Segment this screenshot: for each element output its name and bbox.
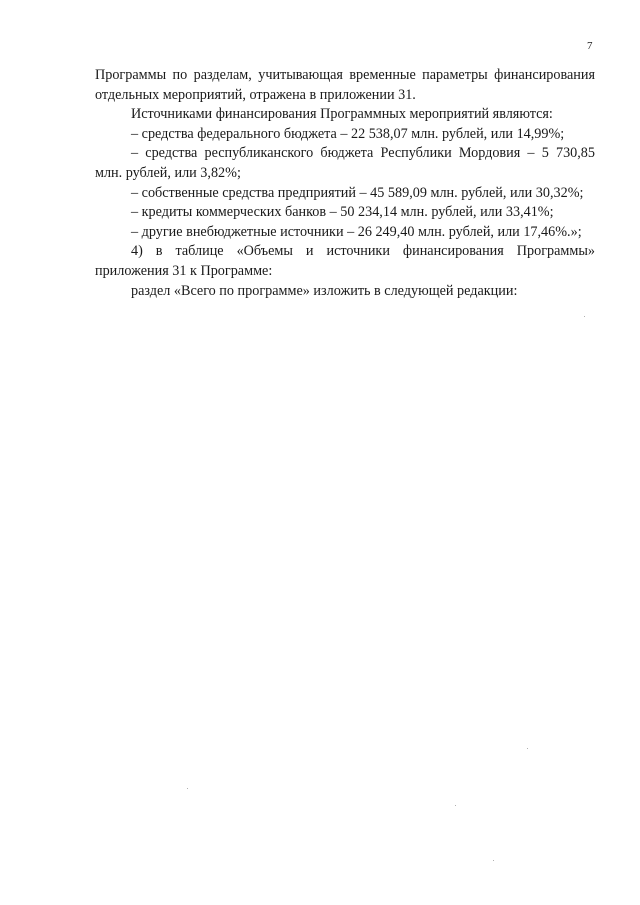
scan-speck: [527, 748, 528, 749]
page-number: 7: [587, 40, 593, 52]
scan-speck: [455, 805, 456, 806]
list-item-bank-credits: – кредиты коммерческих банков – 50 234,14 млн. рублей, или 33,41%;: [131, 204, 554, 221]
scan-speck: [493, 860, 494, 861]
list-item-own-funds: – собственные средства предприятий – 45 589,09 млн. рублей, или 30,32%;: [131, 184, 584, 201]
document-body: [95, 66, 595, 301]
paragraph-program-sections: Программы по разделам, учитывающая временные параметры финансирования отдельных мероприятий, отражена в приложении 31.: [95, 67, 595, 103]
scan-speck: [187, 788, 188, 789]
list-item-republic-budget: – средства республиканского бюджета Республики Мордовия – 5 730,85 млн. рублей, или 3,82%;: [95, 145, 595, 181]
paragraph-funding-sources: Источниками финансирования Программных мероприятий являются:: [131, 106, 553, 123]
paragraph-table-amendment: 4) в таблице «Объемы и источники финансирования Программы» приложения 31 к Программе:: [95, 243, 595, 279]
list-item-federal-budget: – средства федерального бюджета – 22 538,07 млн. рублей, или 14,99%;: [131, 125, 565, 142]
list-item-other-sources: – другие внебюджетные источники – 26 249,40 млн. рублей, или 17,46%.»;: [131, 223, 582, 240]
scan-speck: [584, 316, 585, 317]
paragraph-section-wording: раздел «Всего по программе» изложить в следующей редакции:: [131, 282, 518, 299]
